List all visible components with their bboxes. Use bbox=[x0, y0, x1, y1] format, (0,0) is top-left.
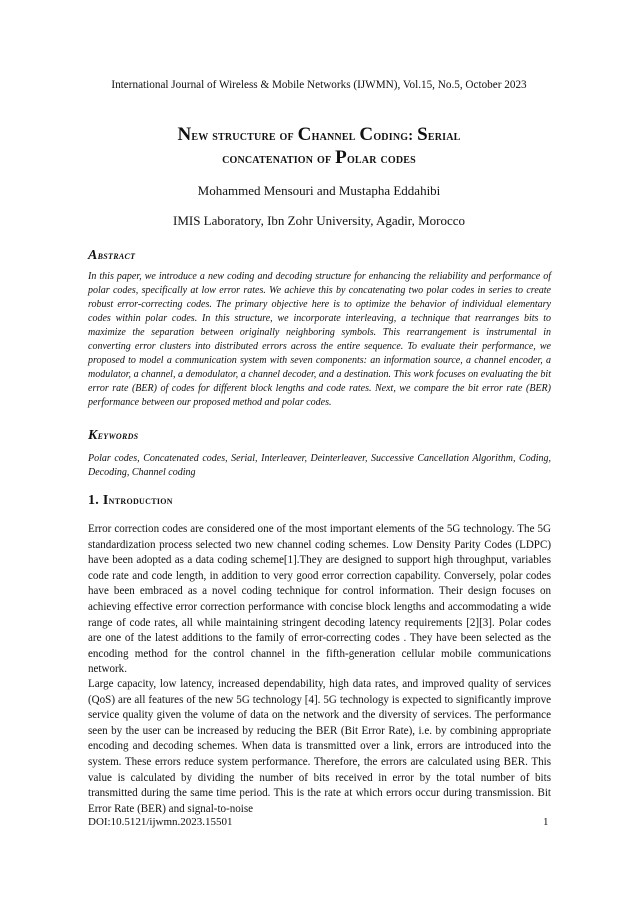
footer-doi: DOI:10.5121/ijwmn.2023.15501 bbox=[88, 816, 233, 828]
running-header: International Journal of Wireless & Mobile Networks (IJWMN), Vol.15, No.5, October 2023 bbox=[111, 79, 527, 91]
paper-title bbox=[60, 124, 578, 170]
introduction-paragraph-1: Error correction codes are considered one of the most important elements of the 5G technology. The 5G standardization process selected two new channel coding schemes. Low Density Parity Codes (LDPC) have been adopted as a data coding scheme[1].They are designed to support high throughput, variables code rate and code length, in addition to very good error correction capability. Conversely, polar codes have been embraced as a novel coding technique for control information. Their design focuses on achieving effective error correction performance with concise block lengths and accommodating a wide range of code rates, all while maintaining stringent decoding latency requirements [2][3]. Polar codes are one of the latest additions to the family of error-correcting codes . They have been selected as the encoding method for the control channel in the fifth-generation cellular mobile communications network. bbox=[88, 523, 551, 676]
introduction-heading: 1. Introduction bbox=[88, 493, 173, 508]
introduction-paragraph-2: Large capacity, low latency, increased dependability, high data rates, and improved quality of services (QoS) are all features of the new 5G technology [4]. 5G technology is expected to significantly improve service quality given the volume of data on the network and the diversity of services. The performance seen by the user can be increased by reducing the BER (Bit Error Rate), i.e. by combining appropriate encoding and decoding schemes. When data is transmitted over a link, errors are introduced into the system. These errors reduce system performance. Therefore, the errors are calculated using BER. This value is calculated by dividing the number of bits received in error by the total number of bits transmitted during the same time period. This is the rate at which errors occur during transmission. Bit Error Rate (BER) and signal-to-noise bbox=[88, 678, 551, 815]
abstract-text: In this paper, we introduce a new coding and decoding structure for enhancing the reliability and performance of polar codes, specifically at low error rates. We achieve this by concatenating two polar codes in series to create robust error-correcting codes. The primary objective here is to optimize the behavior of individual elementary codes within polar codes. In this structure, we incorporate interleaving, a technique that rearranges bits to maximize the separation between originally neighboring symbols. This rearrangement is instrumental in converting error clusters into distributed errors across the entire sequence. To evaluate their performance, we proposed to model a communication system with seven components: an information source, a channel encoder, a modulator, a channel, a demodulator, a channel decoder, and a destination. This work focuses on evaluating the bit error rate (BER) of codes for different block lengths and code rates. Next, we compare the bit error rate (BER) performance between our proposed method and polar codes. bbox=[88, 271, 551, 408]
keywords-heading: Keywords bbox=[88, 428, 139, 443]
title-line-1: New structure of Channel Coding: Serial bbox=[177, 124, 461, 145]
authors: Mohammed Mensouri and Mustapha Eddahibi bbox=[197, 183, 441, 198]
page-number: 1 bbox=[543, 816, 549, 828]
abstract-heading: Abstract bbox=[88, 248, 136, 263]
affiliation: IMIS Laboratory, Ibn Zohr University, Agadir, Morocco bbox=[172, 213, 466, 228]
keywords-text: Polar codes, Concatenated codes, Serial, Interleaver, Deinterleaver, Successive Cancellation Algorithm, Coding, Decoding, Channel coding bbox=[88, 453, 551, 478]
title-line-2: concatenation of Polar codes bbox=[222, 147, 416, 168]
